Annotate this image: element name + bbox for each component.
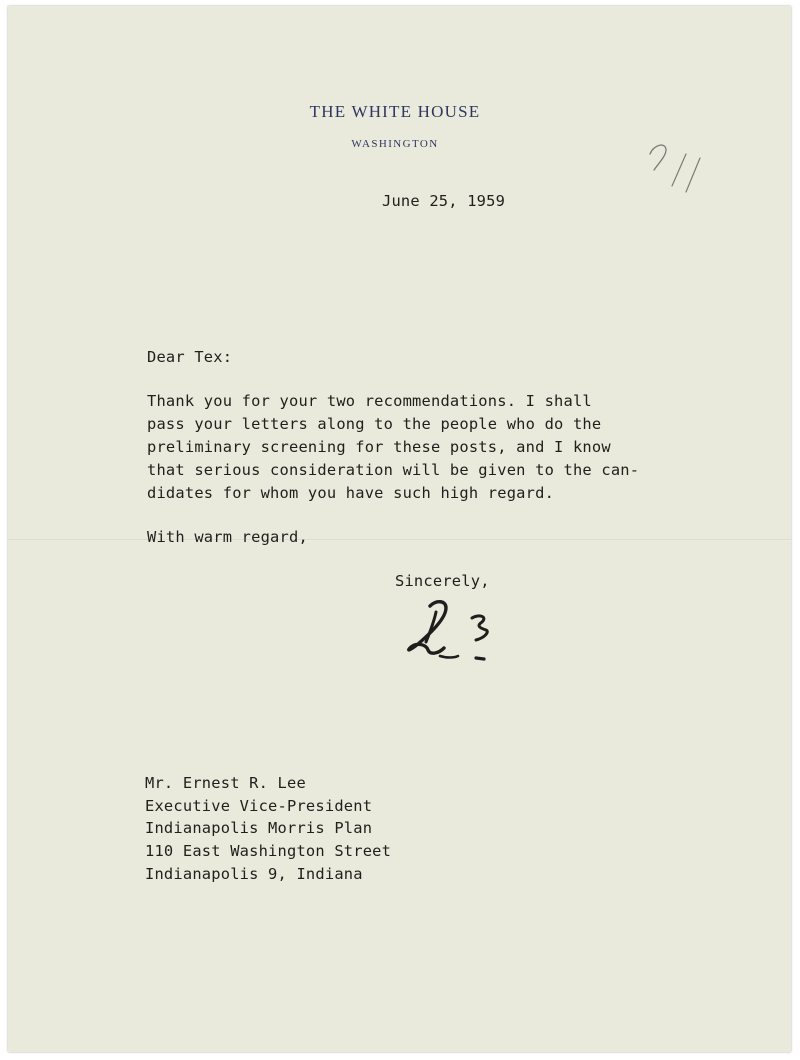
body-line: pass your letters along to the people who do the bbox=[147, 415, 602, 433]
body-line: Thank you for your two recommendations. I shall bbox=[147, 392, 592, 410]
address-line: Indianapolis Morris Plan bbox=[145, 819, 373, 837]
body-line: preliminary screening for these posts, and I know bbox=[147, 438, 611, 456]
body-line: that serious consideration will be given to the can- bbox=[147, 461, 640, 479]
salutation: Dear Tex: bbox=[147, 348, 233, 366]
address-line: Executive Vice-President bbox=[145, 797, 373, 815]
valediction: Sincerely, bbox=[395, 572, 490, 590]
pencil-mark-icon bbox=[636, 134, 706, 204]
letterhead-location: WASHINGTON bbox=[351, 138, 439, 150]
fold-crease bbox=[8, 539, 791, 541]
letter-date: June 25, 1959 bbox=[382, 192, 506, 210]
address-line: 110 East Washington Street bbox=[145, 842, 392, 860]
body-line: didates for whom you have such high regard. bbox=[147, 484, 555, 502]
letterhead-title: THE WHITE HOUSE bbox=[309, 102, 481, 121]
closing-line: With warm regard, bbox=[147, 528, 308, 546]
signature-icon bbox=[396, 592, 506, 672]
address-line: Indianapolis 9, Indiana bbox=[145, 865, 363, 883]
letter-page bbox=[8, 6, 791, 1052]
address-line: Mr. Ernest R. Lee bbox=[145, 774, 306, 792]
